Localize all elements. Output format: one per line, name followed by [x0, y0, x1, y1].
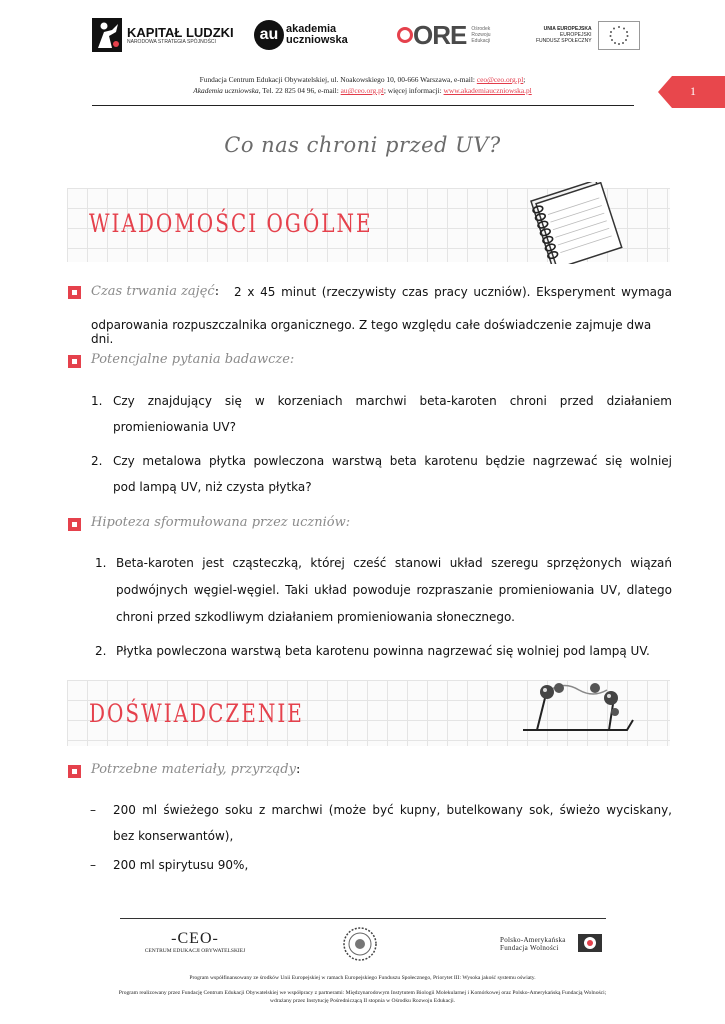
ore-mark: ORE [413, 19, 467, 50]
kapital-subtitle: NARODOWA STRATEGIA SPÓJNOŚCI [127, 38, 216, 45]
materials-label: Potrzebne materiały, przyrządy: [91, 762, 301, 777]
kapital-title: KAPITAŁ LUDZKI [127, 24, 234, 40]
hypothesis-1-number: 1. [95, 556, 107, 570]
akademia-mark: au [254, 20, 284, 50]
header-website-link[interactable]: www.akademiauczniowska.pl [443, 86, 532, 95]
material-1-line1: 200 ml świeżego soku z marchwi (może być kupny, butelkowany sok, świeżo wyciskany, [113, 803, 672, 817]
eu-line3: FUNDUSZ SPOŁECZNY [536, 38, 592, 44]
ceo-logo [140, 930, 250, 954]
pafw-logo [500, 936, 566, 952]
ore-line1: Ośrodek [471, 26, 491, 32]
ceo-name: CENTRUM EDUKACJI OBYWATELSKIEJ [144, 948, 246, 954]
header-rule [92, 105, 634, 106]
material-2-dash: – [90, 858, 96, 872]
page-tab-arrow [658, 76, 672, 108]
bullet-icon [68, 355, 81, 368]
header-ceo-email-link[interactable]: ceo@ceo.org.pl [476, 75, 524, 84]
hypothesis-2-line1: Płytka powleczona warstwą beta karotenu powinna nagrzewać się wolniej pod lampą UV. [116, 644, 650, 658]
ore-logo [397, 12, 491, 58]
hypothesis-1-line1: Beta-karoten jest cząsteczką, której cześć stanowi układ szeregu sprzężonych wiązań [116, 556, 672, 570]
footer-note2: Program realizowany przez Fundację Centrum Edukacji Obywatelskiej we współpracy z partnerami: Międzynarodowym Instytutem Biologii Molekularnej i Komórkowej oraz Polsko-Amerykańską Fundacją Wolności; [118, 990, 607, 996]
duration-line1: 2 x 45 minut (rzeczywisty czas pracy uczniów). Eksperyment wymaga [234, 285, 672, 299]
institute-seal-icon [342, 926, 378, 962]
akademia-line2: uczniowska [286, 34, 348, 46]
material-2-line1: 200 ml spirytusu 90%, [113, 858, 249, 872]
material-1-line2: bez konserwantów), [113, 829, 234, 843]
header-au-email-link[interactable]: au@ceo.org.pl [340, 86, 384, 95]
hypothesis-label: Hipoteza sformułowana przez uczniów: [91, 515, 351, 530]
question-2-line1: Czy metalowa płytka powleczona warstwą beta karotenu będzie nagrzewać się wolniej [113, 454, 672, 468]
question-1-line2: promieniowania UV? [113, 420, 236, 434]
header-line2-mid: ; więcej informacji: [383, 86, 444, 95]
bullet-icon [68, 518, 81, 531]
hypothesis-1-line2: podwójnych węgiel-węgiel. Taki układ powoduje rozpraszanie promieniowania UV, dlatego [116, 583, 672, 597]
header-line2-name: Akademia uczniowska [193, 86, 259, 95]
bullet-icon [68, 286, 81, 299]
ceo-mark: -CEO- [171, 930, 219, 947]
eu-line2: EUROPEJSKI [559, 32, 592, 38]
header-line2-text: , Tel. 22 825 04 96, e-mail: [258, 86, 341, 95]
questions-label: Potencjalne pytania badawcze: [91, 352, 295, 367]
hypothesis-1-line3: chroni przed szkodliwym działaniem promieniowania słonecznego. [116, 610, 515, 624]
page-number: 1 [690, 84, 696, 98]
section-banner-general [67, 188, 670, 262]
pafw-emblem-icon [576, 930, 604, 956]
hypothesis-2-number: 2. [95, 644, 107, 658]
question-2-number: 2. [91, 454, 103, 468]
ore-circle-icon [397, 27, 413, 43]
header-address-line1 [0, 75, 725, 84]
eu-flag-icon [598, 21, 640, 50]
page-title: Co nas chroni przed UV? [224, 133, 501, 157]
question-2-line2: pod lampą UV, niż czysta płytka? [113, 480, 312, 494]
ore-line2: Rozwoju [471, 32, 491, 38]
pafw-line1: Polsko-Amerykańska [500, 936, 566, 944]
question-1-line1: Czy znajdujący się w korzeniach marchwi beta-karoten chroni przed działaniem [113, 394, 672, 408]
kapital-ludzki-logo [92, 12, 234, 58]
akademia-line1: akademia [286, 23, 337, 35]
bullet-icon [68, 765, 81, 778]
footer-note1: Program współfinansowany ze środków Unii Europejskiej w ramach Europejskiego Funduszu Społecznego, Priorytet III: Wysoka jakość systemu oświaty. [189, 975, 536, 981]
material-1-dash: – [90, 803, 96, 817]
duration-line2: odparowania rozpuszczalnika organicznego. Z tego względu całe doświadczenie zajmuje dwa dni. [91, 318, 652, 346]
page-number-tab [672, 76, 725, 108]
section-heading-general: WIADOMOŚCI OGÓLNE [89, 208, 373, 238]
header-line1-end: ; [523, 75, 526, 84]
eu-line1: UNIA EUROPEJSKA [543, 26, 592, 32]
duration-label: Czas trwania zajęć: [91, 284, 220, 299]
footer-rule [120, 918, 606, 919]
kapital-ludzki-icon [92, 18, 122, 52]
footer-note3: wdrażany przez Instytucję Pośredniczącą II stopnia w Ośrodku Rozwoju Edukacji. [269, 998, 456, 1004]
notebook-icon [522, 182, 632, 264]
ore-line3: Edukacji [471, 38, 491, 44]
section-heading-experiment: DOŚWIADCZENIE [89, 698, 304, 728]
header-line1-text: Fundacja Centrum Edukacji Obywatelskiej, ul. Noakowskiego 10, 00-666 Warszawa, e-mail: [199, 75, 477, 84]
pafw-line2: Fundacja Wolności [500, 944, 559, 952]
eu-logo [536, 12, 640, 58]
section-banner-experiment [67, 680, 670, 746]
question-1-number: 1. [91, 394, 103, 408]
molecule-model-icon [519, 676, 639, 742]
akademia-logo [254, 12, 348, 58]
header-address-line2 [0, 86, 725, 95]
